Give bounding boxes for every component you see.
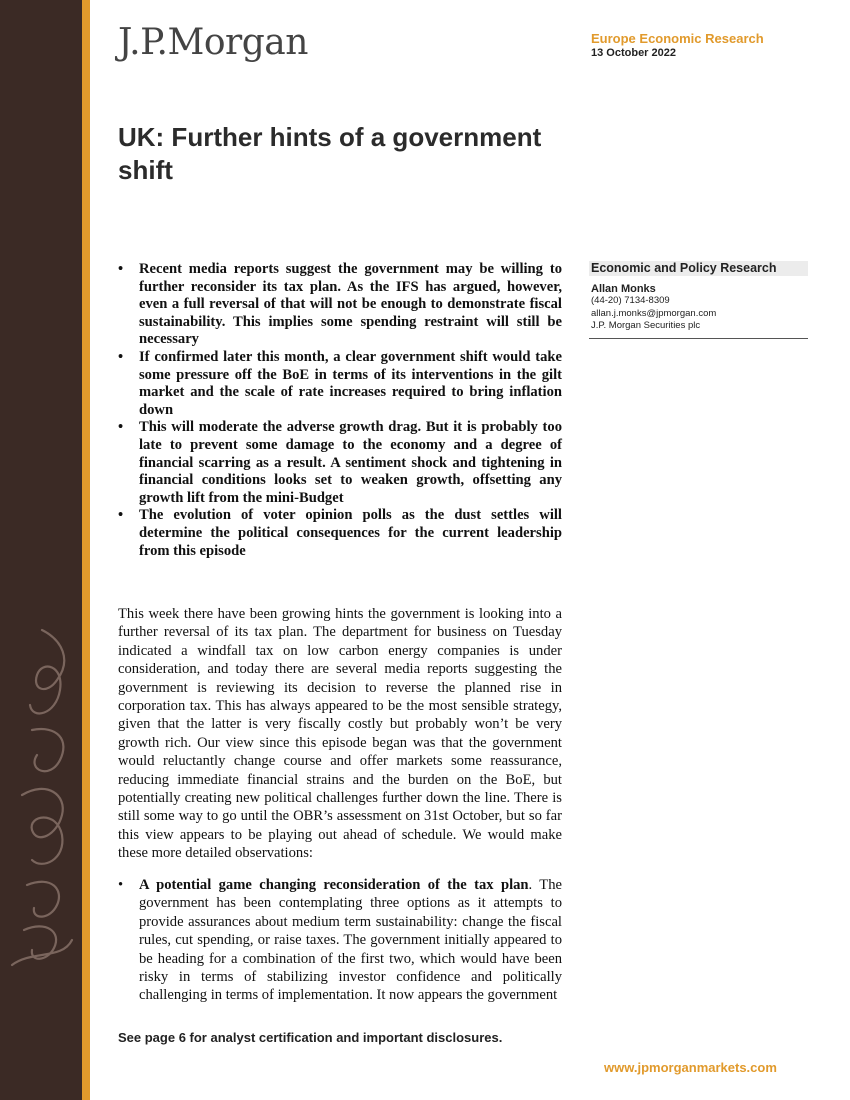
analyst-phone: (44-20) 7134-8309 [591, 295, 670, 306]
bullet-icon: • [118, 877, 124, 893]
bullet-icon: • [118, 348, 124, 365]
sidebar-band [0, 0, 82, 1100]
bullet-icon: • [118, 261, 124, 277]
key-point-text: If confirmed later this month, a clear government shift would take some pressure off the BoE in terms of its interventions in the gilt market and the scale of rate increases required to bring inflation down [139, 348, 562, 418]
observation-heading: A potential game changing reconsideration of the tax plan [139, 877, 529, 893]
key-point [118, 507, 562, 560]
key-point [118, 419, 562, 507]
analyst-name: Allan Monks [591, 283, 656, 295]
report-date: 13 October 2022 [591, 47, 676, 59]
accent-stripe [82, 0, 90, 1100]
key-point [118, 349, 562, 419]
key-point [118, 261, 562, 349]
script-logo-watermark [2, 620, 82, 980]
page-title: UK: Further hints of a government shift [118, 122, 542, 185]
key-point-text: Recent media reports suggest the government may be willing to further reconsider its tax plan. As the IFS has argued, however, even a full reversal of that will not be enough to demonstrate fiscal sustainability. This implies some spending restraint will still be necessary [139, 261, 562, 348]
key-point-text: This will moderate the adverse growth drag. But it is probably too late to prevent some damage to the economy and a degree of financial scarring as a result. A sentiment shock and tightening in financial conditions looks set to weaken growth, offsetting any growth lift from the mini-Budget [139, 419, 562, 506]
bullet-icon: • [118, 419, 124, 436]
key-points-list [118, 261, 562, 560]
analyst-email[interactable]: allan.j.monks@jpmorgan.com [591, 307, 717, 319]
analyst-entity: J.P. Morgan Securities plc [591, 320, 701, 331]
bullet-icon: • [118, 507, 124, 524]
observation-text: . The government has been contemplating three options as it attempts to provide assurances about medium term sustainability: change the fiscal rules, cut spending, or raise taxes. The government initially appeared to be heading for a combination of the first two, which would have been risky in terms of stabilizing investor confidence and politically challenging in terms of implementation. It now appears the government [139, 877, 562, 1004]
analyst-info [589, 261, 808, 339]
website-link[interactable]: www.jpmorganmarkets.com [604, 1060, 777, 1075]
jpmorgan-logo: J.P.Morgan [118, 22, 308, 63]
body-paragraph: This week there have been growing hints the government is looking into a further reversal of its tax plan. The department for business on Tuesday indicated a windfall tax on low carbon energy companies is under consideration, and today there are several media reports suggesting the government is reviewing its decision to reverse the planned rise in corporation tax. This has always appeared to be the most sensible strategy, given that the latter is very fiscally costly but probably won’t be very growth rich. Our view since this episode began was that the government would reluctantly change course and offer markets some reassurance, reducing immediate financial strains and the burden on the BoE, but potentially creating new political challenges further down the line. There is still some way to go until the OBR’s assessment on 31st October, but so far this view appears to be playing out ahead of schedule. We would make these more detailed observations: [118, 606, 562, 862]
observation-item [118, 876, 562, 1005]
observations-list [118, 876, 562, 1005]
department-label: Economic and Policy Research [589, 261, 808, 276]
divider [589, 338, 808, 339]
report-series-label: Europe Economic Research [591, 31, 764, 46]
disclosure-note: See page 6 for analyst certification and important disclosures. [118, 1030, 503, 1045]
key-point-text: The evolution of voter opinion polls as the dust settles will determine the political consequences for the current leadership from this episode [139, 507, 562, 559]
